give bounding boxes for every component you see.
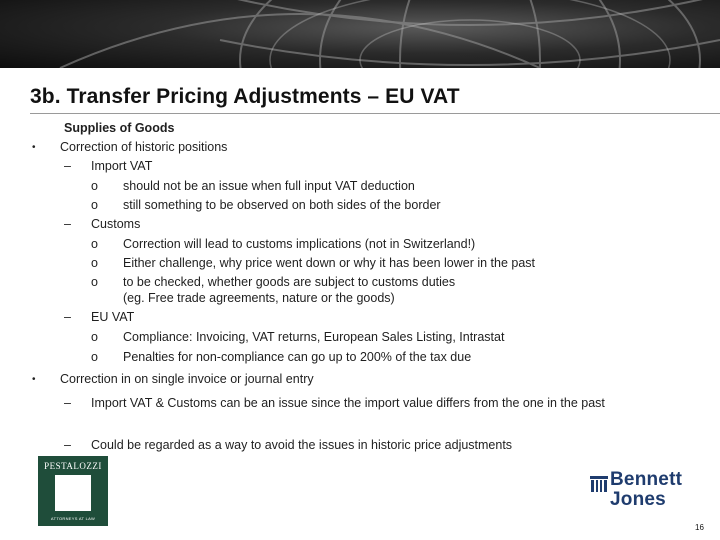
bennett-jones-mark-icon bbox=[590, 476, 608, 494]
item-import-vat-2: still something to be observed on both sides of the border bbox=[123, 198, 441, 212]
dash-marker: – bbox=[64, 438, 71, 452]
sub-marker: o bbox=[91, 330, 98, 344]
item-eu-vat-2: Penalties for non-compliance can go up to 200% of the tax due bbox=[123, 350, 472, 364]
globe-graphic bbox=[0, 0, 720, 68]
bullet-correction-historic: Correction of historic positions bbox=[60, 140, 228, 154]
dash-marker: – bbox=[64, 159, 71, 173]
item-customs-2: Either challenge, why price went down or why it has been lower in the past bbox=[123, 256, 536, 270]
item-single-invoice-1: Import VAT & Customs can be an issue since the import value differs from the one in the past bbox=[91, 396, 605, 410]
item-eu-vat-1: Compliance: Invoicing, VAT returns, European Sales Listing, Intrastat bbox=[123, 330, 505, 344]
sub-marker: o bbox=[91, 198, 98, 212]
item-customs-3-cont: (eg. Free trade agreements, nature or the goods) bbox=[123, 291, 395, 305]
bullet-marker: • bbox=[32, 142, 36, 153]
section-heading: Supplies of Goods bbox=[64, 121, 175, 135]
dash-marker: – bbox=[64, 217, 71, 231]
sub-customs: Customs bbox=[91, 217, 141, 231]
page-number: 16 bbox=[695, 523, 704, 532]
sub-marker: o bbox=[91, 237, 98, 251]
header-banner bbox=[0, 0, 720, 68]
sub-import-vat: Import VAT bbox=[91, 159, 153, 173]
bullet-marker: • bbox=[32, 374, 36, 385]
item-customs-1: Correction will lead to customs implications (not in Switzerland!) bbox=[123, 237, 476, 251]
sub-eu-vat: EU VAT bbox=[91, 310, 135, 324]
slide-title: 3b. Transfer Pricing Adjustments – EU VAT bbox=[30, 85, 460, 108]
pestalozzi-tagline: ATTORNEYS AT LAW bbox=[50, 516, 96, 521]
pestalozzi-logo bbox=[38, 456, 108, 526]
title-divider bbox=[30, 113, 720, 114]
logo-square-icon bbox=[55, 475, 91, 511]
item-import-vat-1: should not be an issue when full input VAT deduction bbox=[123, 179, 415, 193]
sub-marker: o bbox=[91, 179, 98, 193]
item-customs-3: to be checked, whether goods are subject to customs duties bbox=[123, 275, 456, 289]
bullet-single-invoice: Correction in on single invoice or journal entry bbox=[60, 372, 314, 386]
sub-marker: o bbox=[91, 275, 98, 289]
dash-marker: – bbox=[64, 310, 71, 324]
item-single-invoice-2: Could be regarded as a way to avoid the issues in historic price adjustments bbox=[91, 438, 513, 452]
bennett-word: Bennett bbox=[610, 469, 683, 490]
sub-marker: o bbox=[91, 350, 98, 364]
bennett-jones-logo bbox=[590, 469, 712, 513]
pestalozzi-name: PESTALOZZI bbox=[44, 461, 102, 471]
bennett-jones-wordmark bbox=[610, 470, 682, 510]
sub-marker: o bbox=[91, 256, 98, 270]
jones-word: Jones bbox=[610, 489, 666, 510]
dash-marker: – bbox=[64, 396, 71, 410]
